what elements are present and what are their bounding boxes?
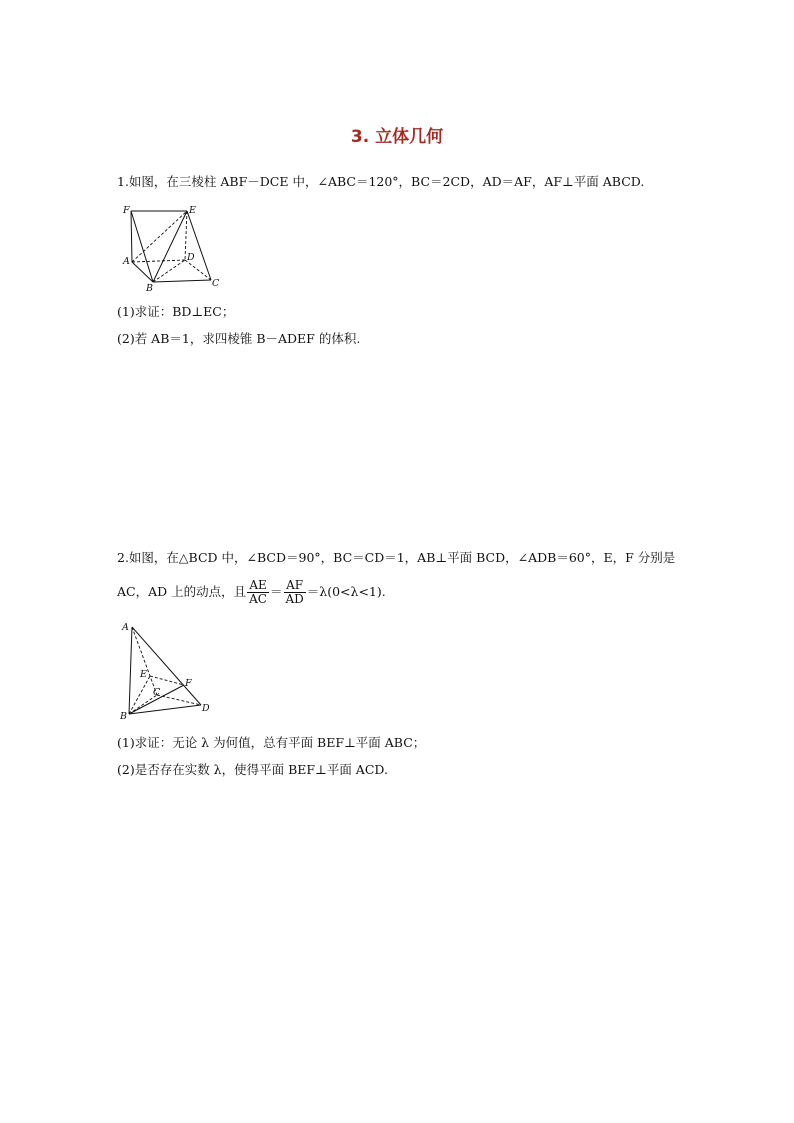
label-C: C xyxy=(212,278,220,289)
fraction-af-ad xyxy=(284,579,306,606)
label-A: A xyxy=(123,256,130,267)
edge-AC xyxy=(132,627,157,695)
line2-prefix: AC，AD 上的动点，且 xyxy=(117,584,247,599)
problem1-part1: (1)求证：BD⊥EC； xyxy=(117,304,235,319)
problem1-part2: (2)若 AB＝1，求四棱锥 B－ADEF 的体积. xyxy=(117,331,361,346)
label-F: F xyxy=(123,205,130,216)
problem2-statement-line1: 2.如图，在△BCD 中，∠BCD＝90°，BC＝CD＝1，AB⊥平面 BCD，∠ADB＝60°，E，F 分别是 xyxy=(117,550,676,565)
line2-suffix: ＝λ(0<λ<1). xyxy=(306,584,386,599)
fraction-ae-ac xyxy=(247,579,269,606)
label-E: E xyxy=(189,205,196,216)
label-B: B xyxy=(120,711,127,722)
problem2-statement-line2 xyxy=(117,578,386,606)
edge-FA xyxy=(131,211,132,262)
problem1-statement: 1.如图，在三棱柱 ABF－DCE 中，∠ABC＝120°，BC＝2CD，AD＝AF，AF⊥平面 ABCD. xyxy=(117,174,645,189)
problem2-part2: (2)是否存在实数 λ，使得平面 BEF⊥平面 ACD. xyxy=(117,762,388,777)
label-B: B xyxy=(146,283,153,294)
label-A: A xyxy=(122,622,129,633)
label-F: F xyxy=(185,678,192,689)
label-D: D xyxy=(202,703,210,714)
prism-figure xyxy=(118,200,228,295)
frac1-denominator: AC xyxy=(249,592,267,606)
problem2-part1: (1)求证：无论 λ 为何值，总有平面 BEF⊥平面 ABC； xyxy=(117,735,426,750)
frac2-numerator: AF xyxy=(284,579,306,593)
edge-AD xyxy=(132,260,185,262)
label-C: C xyxy=(153,687,161,698)
edge-AB xyxy=(129,627,132,714)
edge-BC xyxy=(153,280,211,282)
label-D: D xyxy=(187,252,195,263)
equals-sign: ＝ xyxy=(269,584,283,599)
edge-AD xyxy=(132,627,201,705)
edge-AE xyxy=(132,211,187,262)
frac1-numerator: AE xyxy=(247,579,269,593)
edge-BD xyxy=(129,705,201,714)
edge-EB xyxy=(153,211,187,282)
edge-EC xyxy=(187,211,211,280)
page-title: 3. 立体几何 xyxy=(350,127,444,147)
frac2-denominator: AD xyxy=(285,592,304,606)
edge-CD xyxy=(157,695,201,705)
tetrahedron-figure xyxy=(118,618,218,726)
label-E: E xyxy=(140,669,147,680)
